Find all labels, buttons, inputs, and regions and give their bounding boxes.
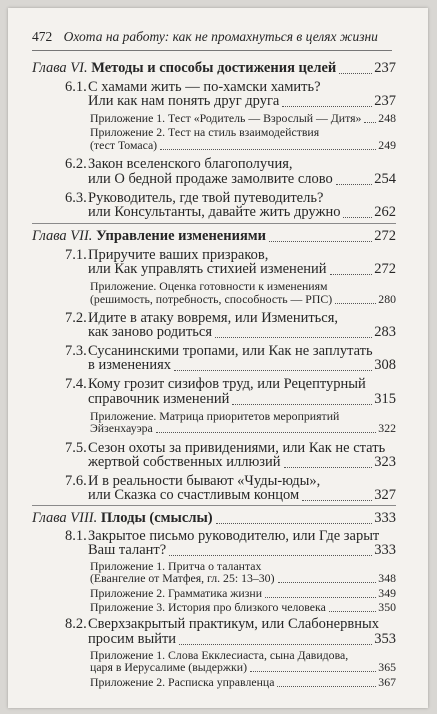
page-ref: 333 — [374, 509, 396, 526]
running-title: Охота на работу: как не промахнуться в целях жизни — [63, 29, 378, 44]
section-number: 6.1. — [65, 78, 87, 95]
leader-dots — [174, 370, 372, 371]
section-title-line: Закрытое письмо руководителю, или Где зарыт — [88, 527, 380, 544]
appendix-entry — [90, 571, 396, 586]
appendix-title-line: (решимость, потребность, способность — РПС) — [90, 291, 333, 306]
appendix-entry — [90, 138, 396, 153]
leader-dots — [179, 644, 372, 645]
page-ref: 367 — [378, 674, 396, 689]
leader-dots — [339, 73, 372, 74]
appendix-title-line: (Евангелие от Матфея, гл. 25: 13–30) — [90, 571, 275, 586]
appendix-title-line: Приложение. Матрица приоритетов мероприятий — [90, 408, 340, 423]
section-title-line: Руководитель, где твой путеводитель? — [88, 189, 324, 206]
leader-dots — [343, 217, 372, 218]
page-ref: 308 — [374, 357, 396, 374]
section-title-line: С хамами жить — по-хамски хамить? — [88, 78, 321, 95]
leader-dots — [302, 500, 372, 501]
section-number: 6.3. — [65, 189, 87, 206]
page-ref: 350 — [378, 599, 396, 614]
leader-dots — [282, 106, 372, 107]
running-header — [32, 26, 392, 48]
section-6-1-entry — [88, 93, 396, 110]
chapter-separator — [32, 223, 396, 224]
chapter-title: Управление изменениями — [96, 227, 267, 244]
section-title-line: жертвой собственных иллюзий — [88, 453, 281, 470]
section-title-line: Идите в атаку вовремя, или Измениться, — [88, 309, 339, 326]
section-title-line: Ваш талант? — [88, 542, 167, 559]
section-title-line: И в реальности бывают «Чуды-юды», — [88, 472, 321, 489]
page-ref: 322 — [378, 421, 396, 436]
section-number: 8.1. — [65, 527, 87, 544]
page-ref: 254 — [374, 170, 396, 187]
leader-dots — [265, 597, 376, 598]
section-title-line: или Сказка со счастливым концом — [88, 487, 300, 504]
page-ref: 348 — [378, 571, 396, 586]
page-ref: 249 — [378, 137, 396, 152]
page-ref: 353 — [374, 630, 396, 647]
header-rule — [32, 50, 392, 51]
page-ref: 237 — [374, 93, 396, 110]
appendix-title-line: Приложение. Оценка готовности к изменениям — [90, 279, 328, 293]
leader-dots — [330, 274, 373, 275]
leader-dots — [160, 149, 376, 150]
section-7-5-entry — [88, 454, 396, 471]
page-ref: 365 — [378, 660, 396, 675]
appendix-title-line: Приложение 1. Притча о талантах — [90, 559, 262, 574]
section-6-3-entry — [88, 204, 396, 221]
appendix-title: Приложение 3. История про близкого человека — [90, 599, 326, 614]
section-6-2-entry — [88, 171, 396, 188]
page-ref: 262 — [374, 204, 396, 221]
section-number: 7.2. — [65, 309, 87, 326]
section-title-line: Сверхзакрытый практикум, или Слабонервных — [88, 616, 379, 633]
leader-dots — [156, 432, 377, 433]
section-title-line: Сусанинскими тропами, или Как не заплутать — [88, 343, 373, 359]
appendix-title-line: царя в Иерусалиме (выдержки) — [90, 660, 247, 675]
section-number: 7.1. — [65, 246, 87, 263]
appendix-title-line: (тест Томаса) — [90, 137, 158, 152]
leader-dots — [277, 686, 376, 687]
chapter-title: Методы и способы достижения целей — [91, 60, 337, 76]
page-ref: 349 — [378, 585, 396, 600]
chapter-7-entry — [32, 228, 396, 245]
chapter-8-entry — [32, 510, 396, 527]
leader-dots — [216, 523, 373, 524]
appendix-title-line: Приложение 1. Слова Екклесиаста, сына Давидова, — [90, 647, 349, 662]
section-number: 7.3. — [65, 343, 87, 359]
leader-dots — [284, 467, 373, 468]
section-7-3-entry — [88, 357, 396, 374]
page-number: 472 — [32, 29, 53, 44]
leader-dots — [278, 582, 377, 583]
section-8-2-entry — [88, 631, 396, 648]
section-title-line: Приручите ваших призраков, — [88, 246, 269, 263]
page-ref: 280 — [378, 291, 396, 306]
section-title-line: или О бедной продаже замолвите слово — [88, 170, 333, 187]
chapter-word: Глава VIII. — [32, 509, 98, 526]
section-title-line: или Как управлять стихией изменений — [88, 261, 327, 277]
leader-dots — [364, 122, 376, 123]
appendix-entry — [90, 421, 396, 436]
appendix-title-line: Эйзенхауэра — [90, 421, 153, 436]
chapter-word: Глава VI. — [32, 60, 88, 76]
section-7-6-entry — [88, 487, 396, 504]
page-ref: 283 — [374, 324, 396, 341]
appendix-title: Приложение 1. Тест «Родитель — Взрослый — Дитя» — [90, 111, 362, 126]
book-page — [8, 8, 428, 708]
leader-dots — [269, 241, 372, 242]
appendix-entry — [90, 292, 396, 307]
chapter-6-entry — [32, 60, 396, 77]
leader-dots — [336, 184, 372, 185]
chapter-separator — [32, 505, 396, 506]
leader-dots — [215, 337, 372, 338]
section-title-line: Кому грозит сизифов труд, или Рецептурный — [88, 376, 366, 393]
appendix-title-line: Приложение 2. Тест на стиль взаимодействия — [90, 124, 320, 139]
section-title-line: Закон вселенского благополучия, — [88, 156, 293, 173]
section-title-line: в изменениях — [88, 357, 171, 374]
leader-dots — [232, 404, 372, 405]
section-8-1-entry — [88, 542, 396, 559]
appendix-entry — [90, 586, 396, 601]
page-ref: 237 — [374, 60, 396, 76]
page-ref: 327 — [374, 487, 396, 504]
page-ref: 272 — [374, 227, 396, 244]
section-7-1-entry — [88, 261, 396, 278]
page-ref: 333 — [374, 542, 396, 559]
section-title-line: Или как нам понять друг друга — [88, 93, 280, 110]
leader-dots — [329, 611, 376, 612]
appendix-title: Приложение 2. Грамматика жизни — [90, 585, 263, 600]
chapter-title: Плоды (смыслы) — [100, 509, 213, 526]
section-7-2-entry — [88, 324, 396, 341]
leader-dots — [169, 555, 372, 556]
section-title-line: просим выйти — [88, 630, 177, 647]
section-title-line: справочник изменений — [88, 390, 230, 407]
appendix-entry — [90, 600, 396, 615]
section-title-line: или Консультанты, давайте жить дружно — [88, 204, 341, 221]
page-ref: 315 — [374, 390, 396, 407]
appendix-entry — [90, 660, 396, 675]
section-number: 7.5. — [65, 439, 87, 456]
section-number: 6.2. — [65, 156, 87, 173]
leader-dots — [335, 303, 376, 304]
section-number: 7.4. — [65, 376, 87, 393]
appendix-entry — [90, 675, 396, 690]
page-ref: 272 — [374, 261, 396, 277]
section-number: 8.2. — [65, 616, 87, 633]
section-7-4-entry — [88, 391, 396, 408]
appendix-title: Приложение 2. Расписка управленца — [90, 674, 275, 689]
section-title-line: Сезон охоты за привидениями, или Как не стать — [88, 439, 386, 456]
chapter-word: Глава VII. — [32, 227, 93, 244]
section-number: 7.6. — [65, 472, 87, 489]
section-title-line: как заново родиться — [88, 324, 213, 341]
page-ref: 248 — [378, 111, 396, 126]
leader-dots — [250, 671, 376, 672]
page-ref: 323 — [374, 453, 396, 470]
